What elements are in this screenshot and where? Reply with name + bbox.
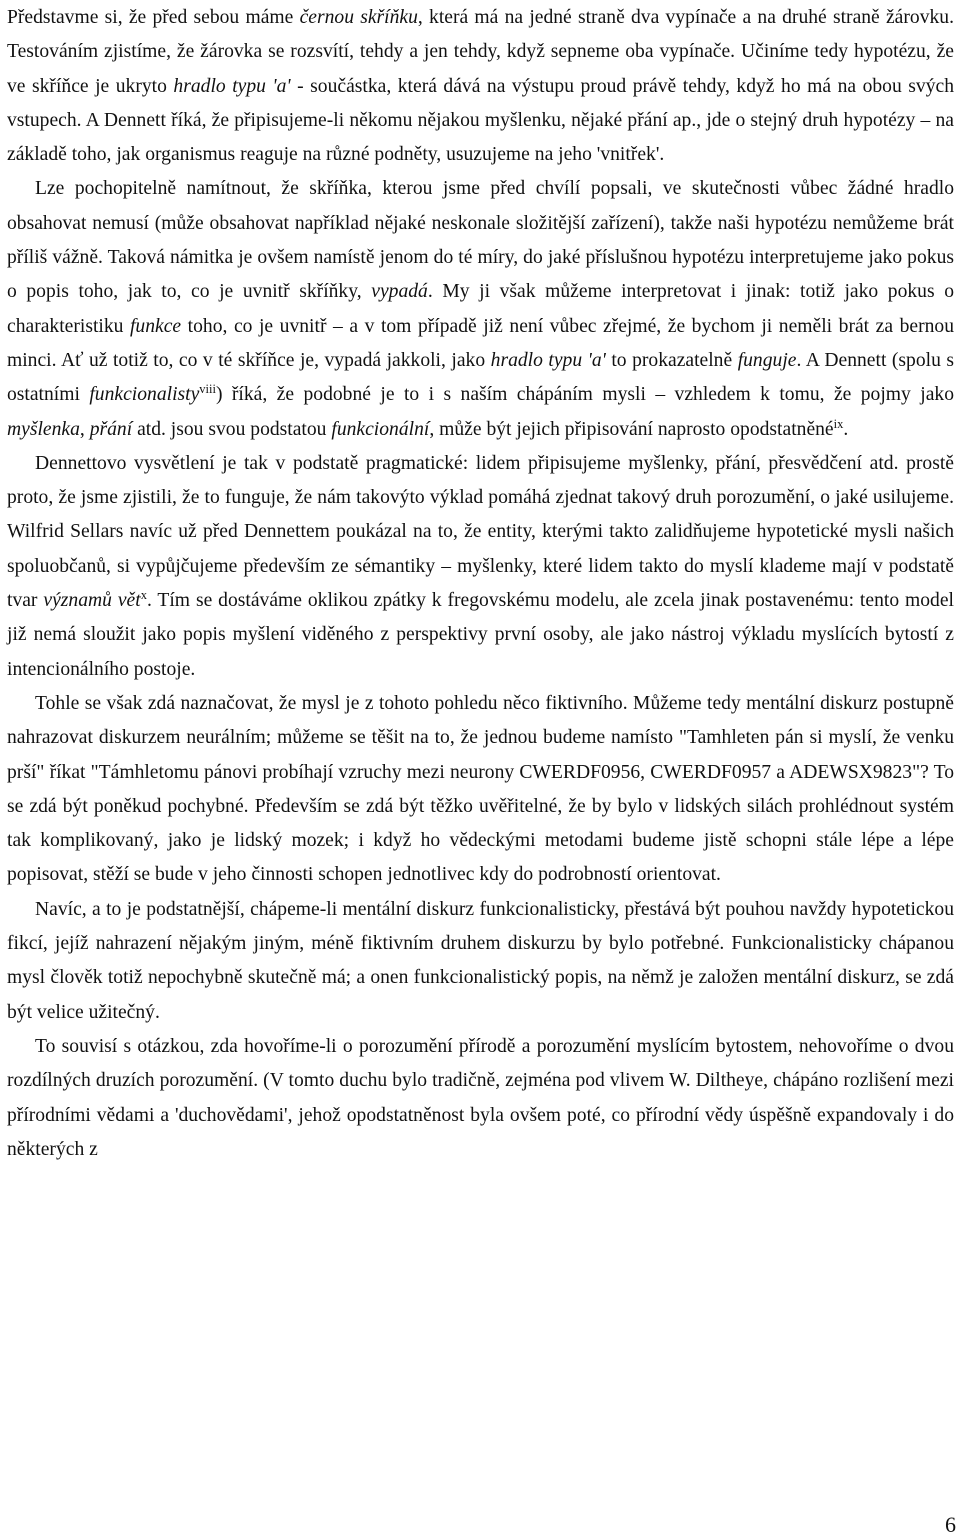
paragraph-1 bbox=[7, 1, 954, 172]
text-span: atd. jsou svou podstatou bbox=[132, 418, 332, 440]
endnote-marker: x bbox=[140, 588, 147, 603]
italic-term: myšlenka bbox=[7, 418, 80, 440]
text-span: . My ji však můžeme interpretovat i jinak: totiž jako pokus o charakteristiku bbox=[7, 281, 954, 337]
italic-term: přání bbox=[89, 418, 133, 440]
text-span: toho, co je uvnitř – a v tom případě již není vůbec zřejmé, že bychom ji neměli brát za bernou minci. Ať už totiž to, co v té skříňce je, vypadá jakkoli, jako bbox=[7, 315, 955, 371]
italic-term: funkcionalisty bbox=[89, 384, 200, 406]
text-span: , která má na jedné straně dva vypínače a na druhé straně žárovku. Testováním zjistíme, že žárovka se rozsvítí, tehdy a jen tehdy, když sepneme oba vypínače. Učiníme tedy hypotézu, že ve skříňce je ukryto bbox=[7, 7, 954, 97]
text-span: Dennettovo vysvětlení je tak v podstatě pragmatické: lidem připisujeme myšlenky, přání, přesvědčení atd. prostě proto, že jsme zjistili, že to funguje, že nám takovýto výklad pomáhá zjednat takový druh porozumění, o jaké usilujeme. Wilfrid Sellars navíc už před Dennettem poukázal na to, že entity, kterými takto zalidňujeme hypotetické mysli našich spoluobčanů, si vypůjčujeme především ze sémantiky – myšlenky, které lidem takto do myslí klademe mají v podstatě tvar bbox=[7, 452, 954, 612]
italic-term: funkce bbox=[129, 315, 182, 337]
italic-term: vypadá bbox=[371, 281, 428, 303]
paragraph-4 bbox=[7, 687, 954, 893]
paragraph-6 bbox=[7, 1030, 954, 1167]
paragraph-2 bbox=[7, 172, 954, 446]
italic-term: významů vět bbox=[43, 590, 141, 612]
text-span: , může být jejich připisování naprosto opodstatněné bbox=[429, 418, 834, 440]
text-span: - součástka, která dává na výstupu proud právě tehdy, když ho má na obou svých vstupech. A Dennett říká, že připisujeme-li někomu nějakou myšlenku, nějaké přání ap., jde o stejný druh hypotézy – na základě toho, jak organismus reaguje na různé podněty, usuzujeme na jeho 'vnitřek'. bbox=[7, 75, 954, 166]
text-span: . Tím se dostáváme oklikou zpátky k fregovskému modelu, ale zcela jinak postavenému: tento model již nemá sloužit jako popis myšlení viděného z perspektivy první osoby, ale jako nástroj výkladu myslících bytostí z intencionálního postoje. bbox=[7, 590, 954, 680]
text-span: . bbox=[843, 418, 849, 440]
italic-term: hradlo typu 'a' bbox=[490, 349, 606, 371]
text-span: to prokazatelně bbox=[605, 349, 738, 371]
paragraph-5 bbox=[7, 893, 954, 1030]
endnote-marker: viii bbox=[199, 382, 216, 397]
endnote-marker: ix bbox=[833, 416, 844, 431]
paragraph-3 bbox=[7, 447, 954, 687]
text-span: ) říká, že podobné je to i s naším chápáním mysli – vzhledem k tomu, že pojmy jako bbox=[215, 384, 954, 406]
page-number: 6 bbox=[945, 1512, 956, 1537]
italic-term: funguje bbox=[737, 349, 797, 371]
text-span: To souvisí s otázkou, zda hovoříme-li o porozumění přírodě a porozumění myslícím bytostem, nehovoříme o dvou rozdílných druzích porozumění. (V tomto duchu bylo tradičně, zejména pod vlivem W. Diltheye, chápáno rozlišení mezi přírodními vědami a 'duchovědami', jehož opodstatněnost byla ovšem poté, co přírodní vědy úspěšně expandovaly i do některých z bbox=[7, 1035, 954, 1160]
text-span: Lze pochopitelně namítnout, že skříňka, kterou jsme před chvílí popsali, ve skutečnosti vůbec žádné hradlo obsahovat nemusí (může obsahovat například nějaké neskonale složitější zařízení), takže naši hypotézu nemůžeme brát příliš vážně. Taková námitka je ovšem namístě jenom do té míry, do jaké příslušnou hypotézu interpretujeme jako pokus o popis toho, jak to, co je uvnitř skříňky, bbox=[7, 178, 954, 303]
italic-term: funkcionální bbox=[331, 418, 430, 440]
italic-term: hradlo typu 'a' bbox=[173, 75, 291, 97]
text-span: Představme si, že před sebou máme bbox=[7, 7, 300, 28]
text-span: Navíc, a to je podstatnější, chápeme-li mentální diskurz funkcionalisticky, přestává být pouhou navždy hypotetickou fikcí, jejíž nahrazení nějakým jiným, méně fiktivním druhem diskurzu by bylo potřebné. Funkcionalisticky chápanou mysl člověk totiž nepochybně skutečně má; a onen funkcionalistický popis, na němž je založen mentální diskurz, se zdá být velice užitečný. bbox=[7, 898, 954, 1023]
text-span: , bbox=[79, 418, 90, 440]
italic-term: černou skříňku bbox=[299, 7, 418, 28]
page-body bbox=[7, 0, 954, 1167]
text-span: . A Dennett (spolu s ostatními bbox=[7, 349, 955, 406]
text-span: Tohle se však zdá naznačovat, že mysl je z tohoto pohledu něco fiktivního. Můžeme tedy mentální diskurz postupně nahrazovat diskurzem neurálním; můžeme se těšit na to, že jednou budeme namísto "Tamhleten pán si myslí, že venku prší" říkat "Támhletomu pánovi probíhají vzruchy mezi neurony CWERDF0956, CWERDF0957 a ADEWSX9823"? To se zdá být poněkud pochybné. Především se zdá být těžko uvěřitelné, že by bylo v lidských silách prohlédnout systém tak komplikovaný, jako je lidský mozek; i když ho vědeckými metodami budeme jistě schopni stále lépe a lépe popisovat, stěží se bude v jeho činnosti schopen jednotlivec kdy do podrobností orientovat. bbox=[7, 692, 954, 886]
